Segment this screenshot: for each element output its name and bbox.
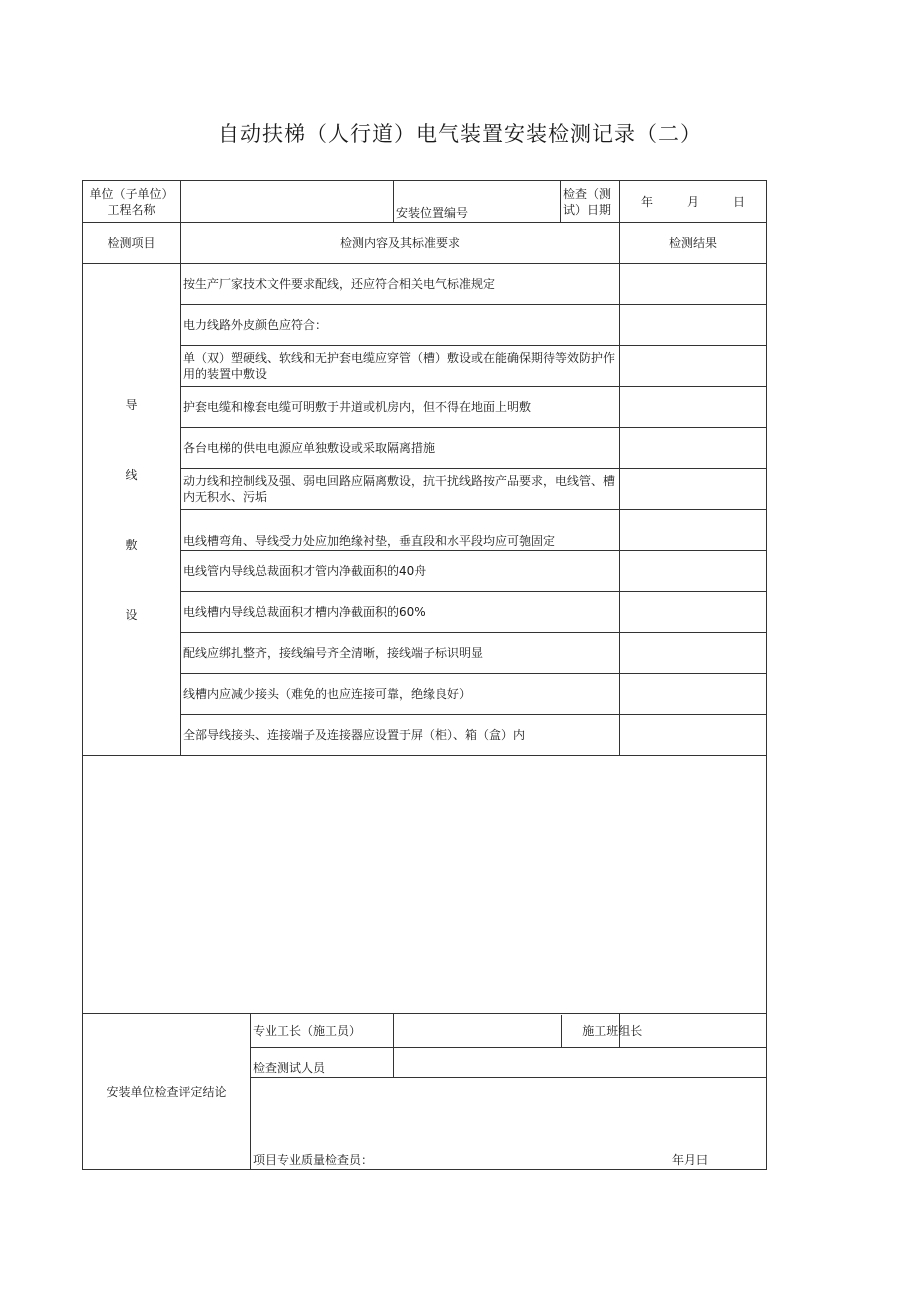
requirement-text: 电力线路外皮颜色应符合： <box>181 305 620 346</box>
requirement-text: 电线管内导线总裁面积才管内净截面积的40舟 <box>181 551 620 592</box>
col-result-header: 检测结果 <box>620 223 767 264</box>
section-char: 敷 <box>125 537 138 552</box>
result-cell[interactable] <box>620 305 767 346</box>
inspector-label: 项目专业质量检查员： <box>253 1153 374 1167</box>
requirement-text: 动力线和控制线及强、弱电回路应隔离敷设，抗干扰线路按产品要求，电线管、槽内无积水、污垢 <box>181 469 620 510</box>
table-row <box>83 387 767 428</box>
result-cell[interactable] <box>620 715 767 756</box>
requirement-text: 单（双）塑硬线、软线和无护套电缆应穿管（槽）敷设或在能确保期待等效防护作用的装置中敷设 <box>181 346 620 387</box>
table-row <box>83 551 767 592</box>
table-row <box>83 305 767 346</box>
table-row <box>83 428 767 469</box>
team-leader-label: 施工班组长 <box>582 1023 643 1038</box>
section-char: 线 <box>125 467 138 482</box>
requirement-text: 线槽内应减少接头（难免的也应连接可靠，绝缘良好） <box>181 674 620 715</box>
table-row <box>83 592 767 633</box>
result-cell[interactable] <box>620 674 767 715</box>
unit-name-field[interactable] <box>181 181 394 223</box>
result-cell[interactable] <box>620 387 767 428</box>
requirement-text: 配线应绑扎整齐，接线编号齐全清晰，接线端子标识明显 <box>181 633 620 674</box>
result-cell[interactable] <box>620 551 767 592</box>
inspection-date-field[interactable] <box>620 181 767 223</box>
result-cell[interactable] <box>620 264 767 305</box>
table-row <box>83 674 767 715</box>
table-row <box>83 469 767 510</box>
header-row <box>83 181 767 223</box>
result-cell[interactable] <box>620 633 767 674</box>
inspector-cell[interactable] <box>251 1078 767 1170</box>
result-cell[interactable] <box>620 346 767 387</box>
column-header-row <box>83 223 767 264</box>
date-month: 月 <box>686 194 699 209</box>
table-row <box>83 346 767 387</box>
table-row <box>83 510 767 551</box>
tester-field[interactable] <box>394 1048 767 1078</box>
foreman-field[interactable] <box>394 1015 561 1047</box>
result-cell[interactable] <box>620 510 767 551</box>
date-year: 年 <box>640 194 653 209</box>
requirement-text: 护套电缆和橡套电缆可明敷于井道或机房内，但不得在地面上明敷 <box>181 387 620 428</box>
requirement-text: 按生产厂家技术文件要求配线，还应符合相关电气标准规定 <box>181 264 620 305</box>
page-title: 自动扶梯（人行道）电气装置安装检测记录（二） <box>218 122 702 146</box>
section-label <box>83 264 181 756</box>
requirement-text: 电线槽弯角、导线受力处应加绝缘衬垫，垂直段和水平段均应可匏固定 <box>181 510 620 551</box>
inspection-form <box>82 180 767 1170</box>
conclusion-label: 安装单位检查评定结论 <box>83 1014 251 1170</box>
table-row <box>83 264 767 305</box>
result-cell[interactable] <box>620 469 767 510</box>
requirement-text: 全部导线接头、连接端子及连接器应设置于屏（柜）、箱（盒）内 <box>181 715 620 756</box>
requirement-text: 各台电梯的供电电源应单独敷设或采取隔离措施 <box>181 428 620 469</box>
col-content-header: 检测内容及其标准要求 <box>181 223 620 264</box>
table-row <box>83 633 767 674</box>
requirement-text: 电线槽内导线总裁面积才槽内净截面积的60% <box>181 592 620 633</box>
section-char: 导 <box>125 397 138 412</box>
signature-row <box>83 1014 767 1048</box>
result-cell[interactable] <box>620 428 767 469</box>
inspection-date-label: 检查（测试）日期 <box>561 181 620 223</box>
notes-area[interactable] <box>83 756 767 1014</box>
tester-label: 检查测试人员 <box>251 1048 394 1078</box>
unit-name-label: 单位（子单位）工程名称 <box>83 181 181 223</box>
foreman-team-cell <box>394 1014 643 1048</box>
inspector-date-label: 年月曰 <box>671 1153 708 1167</box>
date-day: 日 <box>732 194 745 209</box>
notes-row <box>83 756 767 1014</box>
foreman-label: 专业工长（施工员） <box>251 1014 394 1048</box>
result-cell[interactable] <box>620 592 767 633</box>
table-row <box>83 715 767 756</box>
install-position-label <box>394 181 561 223</box>
install-position-label-text: 安装位置编号 <box>396 206 469 220</box>
section-char: 设 <box>125 607 138 622</box>
col-item-header: 检测项目 <box>83 223 181 264</box>
